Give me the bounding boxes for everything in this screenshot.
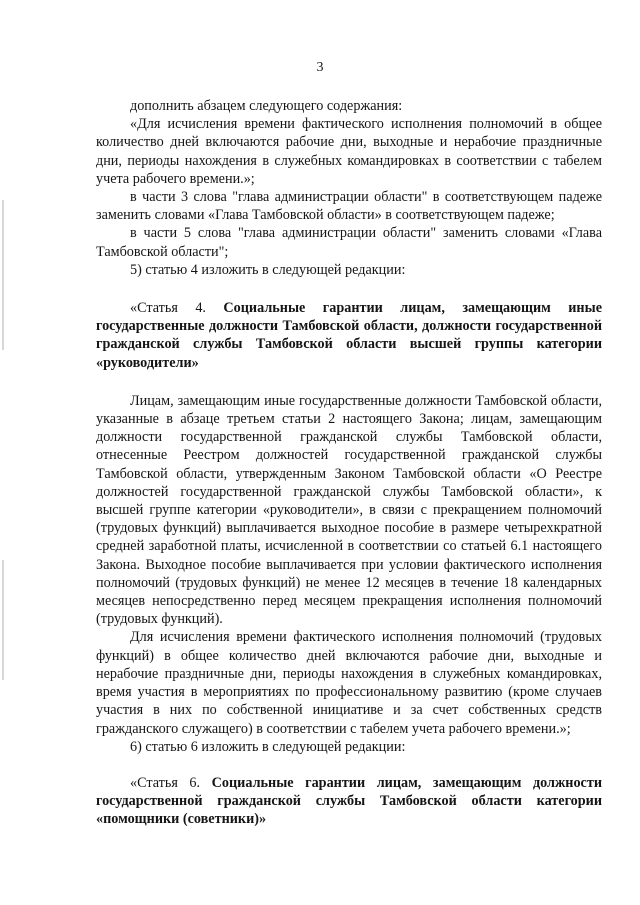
page-number: 3 (316, 60, 324, 75)
article-4-heading (96, 299, 602, 372)
article-6-heading (96, 774, 602, 829)
paragraph: 5) статью 4 изложить в следующей редакции: (130, 261, 406, 278)
paragraph: дополнить абзацем следующего содержания: (130, 98, 403, 114)
scan-margin-mark (2, 200, 4, 350)
scan-margin-mark (2, 560, 4, 680)
paragraph: Лицам, замещающим иные государственные должности Тамбовской области, указанные в абзаце третьем статьи 2 настоящего Закона; лицам, замещающим должности государственной гражданской службы Тамбовской области, отнесенные Реестром должностей государственной гражданской службы Тамбовской области, утвержденным Законом Тамбовской области «О Реестре должностей государственной гражданской службы Тамбовской области», к высшей группе категории «руководители», в связи с прекращением полномочий (трудовых функций) выплачивается выходное пособие в размере четырехкратной средней заработной платы, исчисленной в соответствии со статьей 6.1 настоящего Закона. Выходное пособие выплачивается при условии фактического исполнения полномочий (трудовых функций) не менее 12 месяцев в течение 18 календарных месяцев непосредственно перед месяцем прекращения исполнения полномочий (трудовых функций). (96, 392, 602, 628)
article-6-title: Социальные гарантии лицам, замещающим должности государственной гражданской службы Тамбовской области категории «помощники (советники)» (96, 774, 602, 828)
paragraph: в части 5 слова "глава администрации области" заменить словами «Глава Тамбовской области"; (96, 225, 602, 260)
article-6-prefix: «Статья 6. (130, 774, 201, 791)
paragraph: 6) статью 6 изложить в следующей редакции: (130, 738, 406, 755)
paragraph: в части 3 слова "глава администрации области" в соответствующем падеже заменить словами «Глава Тамбовской области» в соответствующем падеже; (96, 189, 602, 224)
document-body (96, 97, 602, 829)
article-4-prefix: «Статья 4. (130, 300, 206, 317)
article-4-title: Социальные гарантии лицам, замещающим иные государственные должности Тамбовской области, должности государственной гражданской службы Тамбовской области высшей группы категории «руководители» (96, 300, 602, 371)
paragraph: «Для исчисления времени фактического исполнения полномочий в общее количество дней включаются рабочие дни, выходные и нерабочие праздничные дни, периоды нахождения в служебных командировках в соответствии с табелем учета рабочего времени.»; (96, 116, 602, 187)
paragraph: Для исчисления времени фактического исполнения полномочий (трудовых функций) в общее количество дней включаются рабочие дни, выходные и нерабочие праздничные дни, периоды нахождения в служебных командировках, время участия в мероприятиях по профессиональному развитию (кроме случаев участия в них по собственной инициативе и за счет собственных средств гражданского служащего) в соответствии с табелем учета рабочего времени.»; (96, 629, 602, 737)
